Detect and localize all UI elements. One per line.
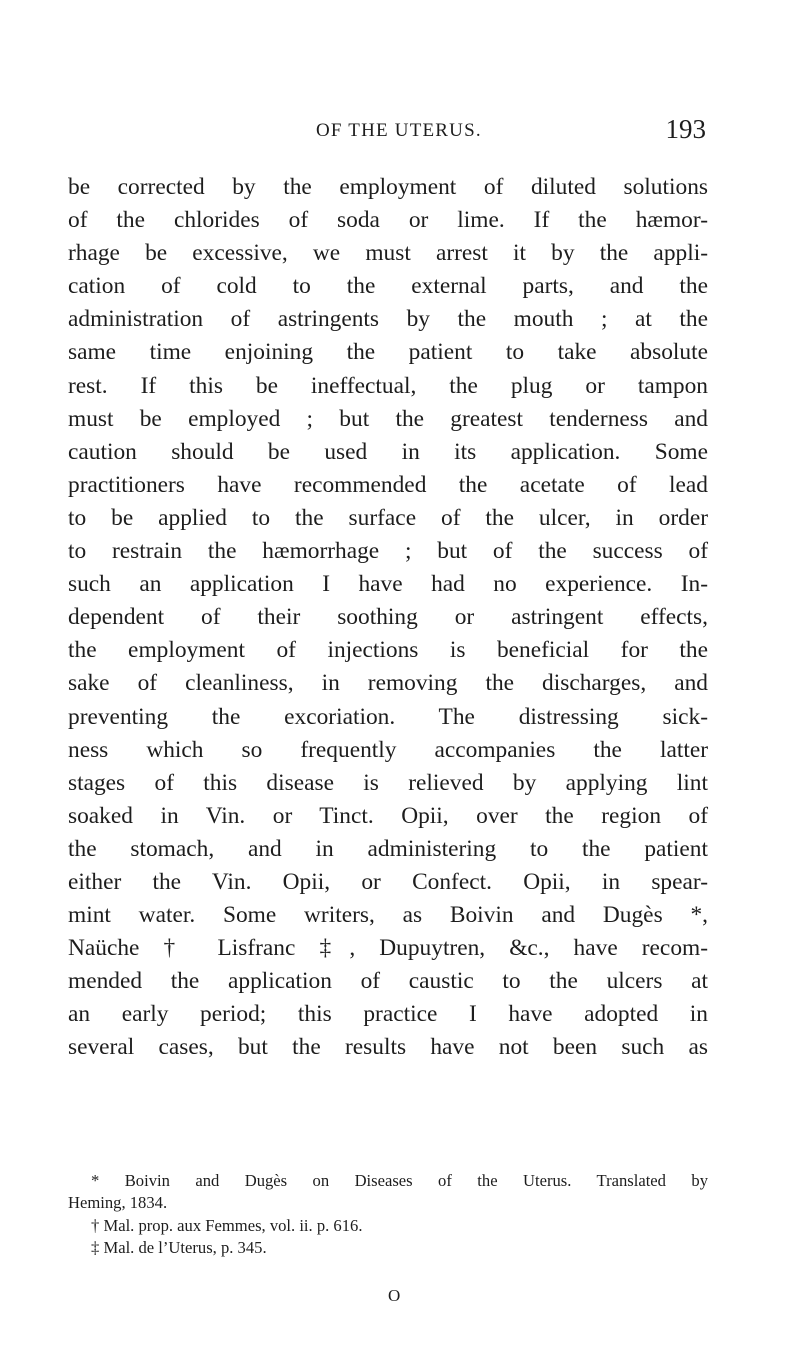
text-line: of the chlorides of soda or lime. If the hæmor- (68, 207, 708, 234)
text-line: caution should be used in its application. Some (68, 438, 708, 465)
text-line: sake of cleanliness, in removing the discharges, and (68, 670, 708, 697)
text-line: administration of astringents by the mouth ; at the (68, 306, 708, 333)
footnote-line: ‡ Mal. de l’Uterus, p. 345. (91, 1238, 267, 1258)
text-line: the stomach, and in administering to the patient (68, 835, 708, 862)
text-line: Naüche † Lisfranc ‡, Dupuytren, &c., have recom- (68, 935, 708, 962)
text-line: ness which so frequently accompanies the latter (68, 736, 708, 763)
text-line: preventing the excoriation. The distressing sick- (68, 703, 708, 730)
text-line: same time enjoining the patient to take absolute (68, 339, 708, 366)
text-line: rhage be excessive, we must arrest it by the appli- (68, 240, 708, 267)
footnote-line: † Mal. prop. aux Femmes, vol. ii. p. 616. (91, 1215, 363, 1235)
footnote-line: * Boivin and Dugès on Diseases of the Uterus. Translated by (91, 1171, 708, 1190)
text-line: to restrain the hæmorrhage ; but of the success of (68, 538, 708, 565)
text-line: be corrected by the employment of diluted solutions (68, 174, 708, 200)
text-line: mended the application of caustic to the ulcers at (68, 968, 708, 995)
text-line: must be employed ; but the greatest tenderness and (68, 405, 708, 432)
footnote-line: Heming, 1834. (68, 1193, 168, 1213)
text-line: stages of this disease is relieved by applying lint (68, 769, 708, 796)
text-line: practitioners have recommended the acetate of lead (68, 471, 708, 498)
text-line: an early period; this practice I have adopted in (68, 1001, 708, 1028)
text-line: cation of cold to the external parts, and the (68, 273, 708, 300)
text-line: such an application I have had no experience. In- (68, 571, 708, 598)
body-text (68, 171, 708, 1065)
text-line: dependent of their soothing or astringent effects, (68, 604, 708, 631)
text-line: the employment of injections is beneficial for the (68, 637, 708, 664)
text-line: rest. If this be ineffectual, the plug or tampon (68, 372, 708, 399)
page-header (68, 114, 706, 154)
footnotes (68, 1170, 708, 1260)
text-line: to be applied to the surface of the ulcer, in order (68, 504, 708, 531)
text-line: mint water. Some writers, as Boivin and Dugès *, (68, 902, 708, 929)
text-line: soaked in Vin. or Tinct. Opii, over the region of (68, 802, 708, 829)
signature-mark: O (388, 1286, 401, 1305)
running-head: OF THE UTERUS. (316, 120, 482, 141)
text-line: several cases, but the results have not been such as (68, 1034, 708, 1061)
text-line: either the Vin. Opii, or Confect. Opii, in spear- (68, 868, 708, 895)
page-number: 193 (665, 114, 706, 144)
